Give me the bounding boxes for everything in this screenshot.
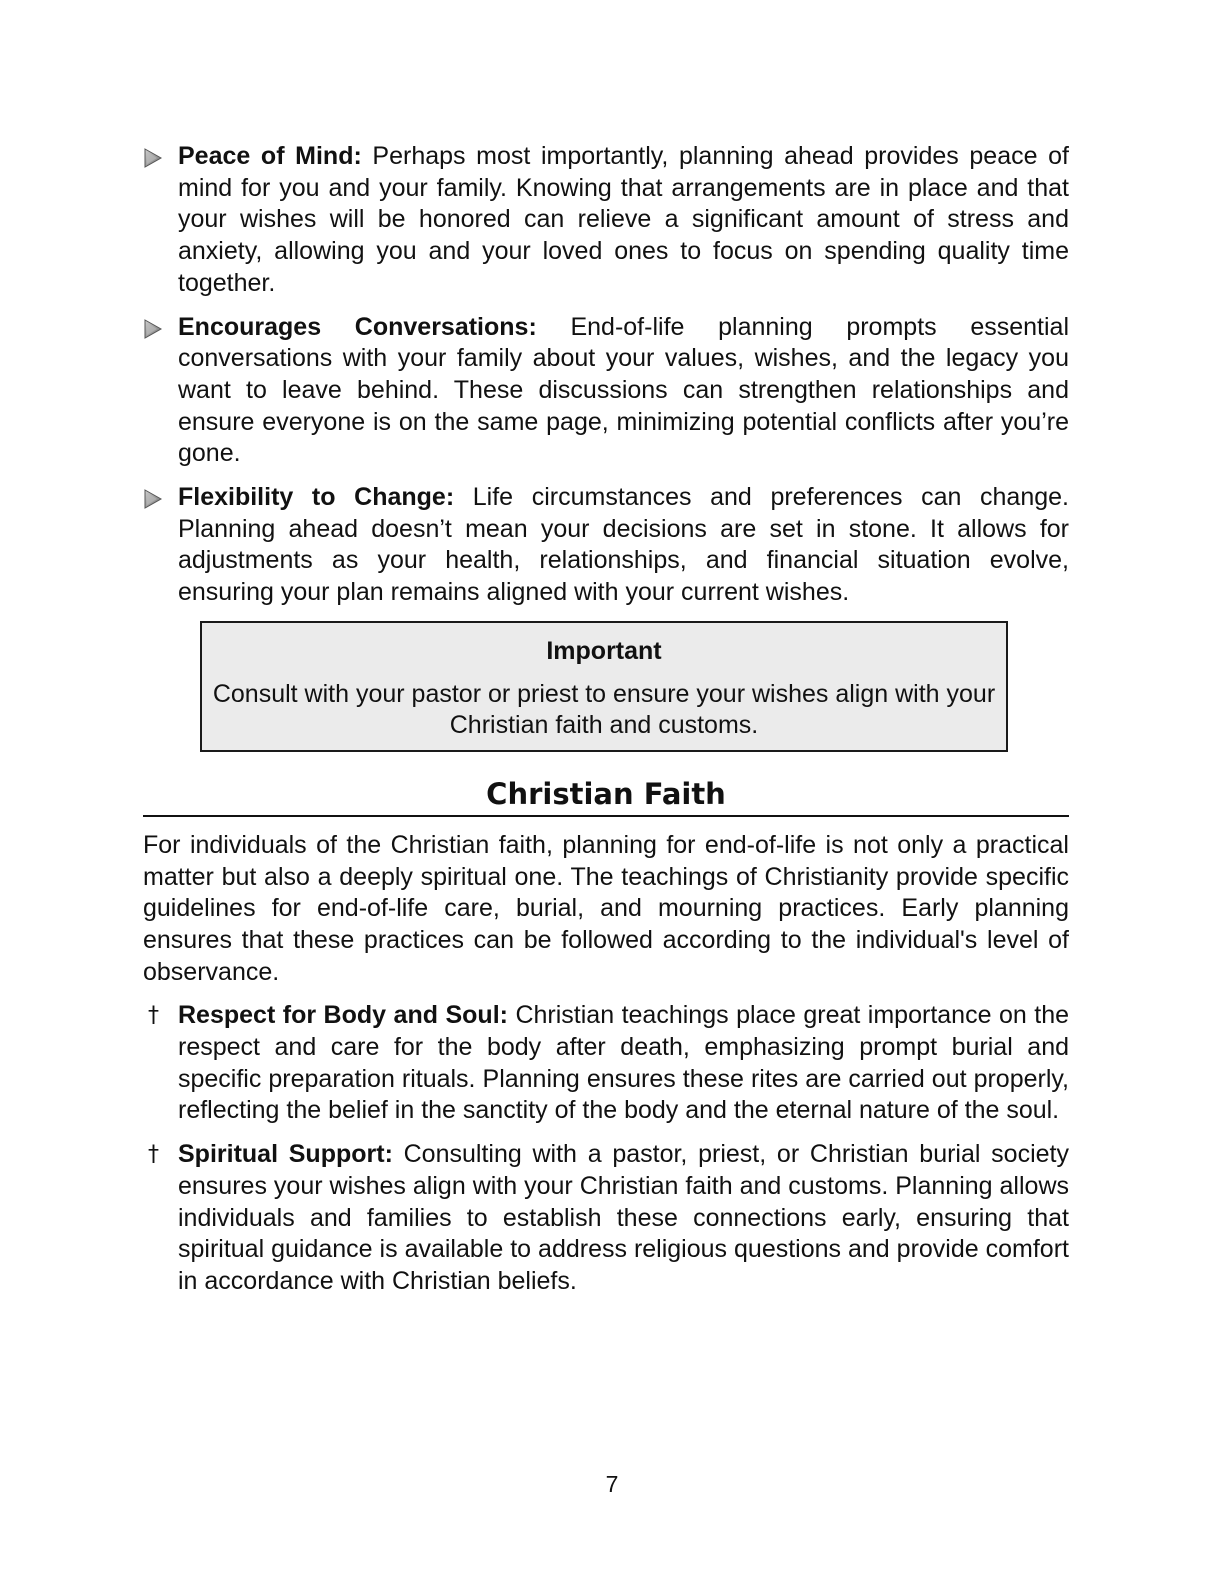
bullet-term: Encourages Conversations: — [178, 312, 537, 341]
bullet-text: Christian teachings place great importance on the respect and care for the body after death, emphasizing prompt burial and specific preparation rituals. Planning ensures these rites are carried out properly, reflecting the belief in the sanctity of the body and the eternal nature of the soul. — [178, 1001, 1070, 1125]
triangle-bullet-icon — [143, 489, 163, 509]
triangle-bullet-icon — [143, 319, 163, 339]
cross-bullet-icon: † — [148, 1142, 159, 1168]
cross-bullet-icon: † — [148, 1003, 159, 1029]
callout-title: Important — [546, 636, 662, 665]
important-callout-box — [200, 621, 1008, 752]
bullet-text: Life circumstances and preferences can change. Planning ahead doesn’t mean your decisions are set in stone. It allows for adjustments as your health, relationships, and financial situation evolve, ensuring your plan remains aligned with your current wishes. — [178, 483, 1069, 607]
triangle-bullet-icon — [143, 148, 163, 168]
bullet-text: End-of-life planning prompts essential conversations with your family about your values, wishes, and the legacy you want to leave behind. These discussions can strengthen relationships and ensure everyone is on the same page, minimizing potential conflicts after you’re gone. — [178, 312, 1070, 468]
bullet-flexibility-to-change — [143, 482, 1069, 609]
bullet-term: Spiritual Support: — [178, 1140, 393, 1169]
bullet-respect-for-body-and-soul — [143, 1000, 1069, 1127]
callout-body: Consult with your pastor or priest to ensure your wishes align with your Christian faith and customs. — [212, 679, 996, 740]
page-content — [143, 141, 1069, 1310]
bullet-peace-of-mind — [143, 141, 1069, 300]
bullet-term: Flexibility to Change: — [178, 483, 455, 512]
bullet-term: Respect for Body and Soul: — [178, 1001, 508, 1030]
section-title: Christian Faith — [143, 774, 1069, 817]
bullet-term: Peace of Mind: — [178, 142, 362, 170]
bullet-encourages-conversations — [143, 312, 1069, 471]
page-number: 7 — [605, 1471, 619, 1497]
bullet-text: Consulting with a pastor, priest, or Christian burial society ensures your wishes align with your Christian faith and customs. Planning allows individuals and families to establish these connections early, ensuring that spiritual guidance is available to address religious questions and provide comfort in accordance with Christian beliefs. — [178, 1140, 1069, 1295]
section-intro-paragraph: For individuals of the Christian faith, planning for end-of-life is not only a practical matter but also a deeply spiritual one. The teachings of Christianity provide specific guidelines for end-of-life care, burial, and mourning practices. Early planning ensures that these practices can be followed according to the individual's level of observance. — [143, 830, 1069, 986]
bullet-spiritual-support — [143, 1139, 1069, 1298]
bullet-text: Perhaps most importantly, planning ahead provides peace of mind for you and your family. Knowing that arrangements are in place and that your wishes will be honored can relieve a significant amount of stress and anxiety, allowing you and your loved ones to focus on spending quality time together. — [178, 142, 1069, 297]
